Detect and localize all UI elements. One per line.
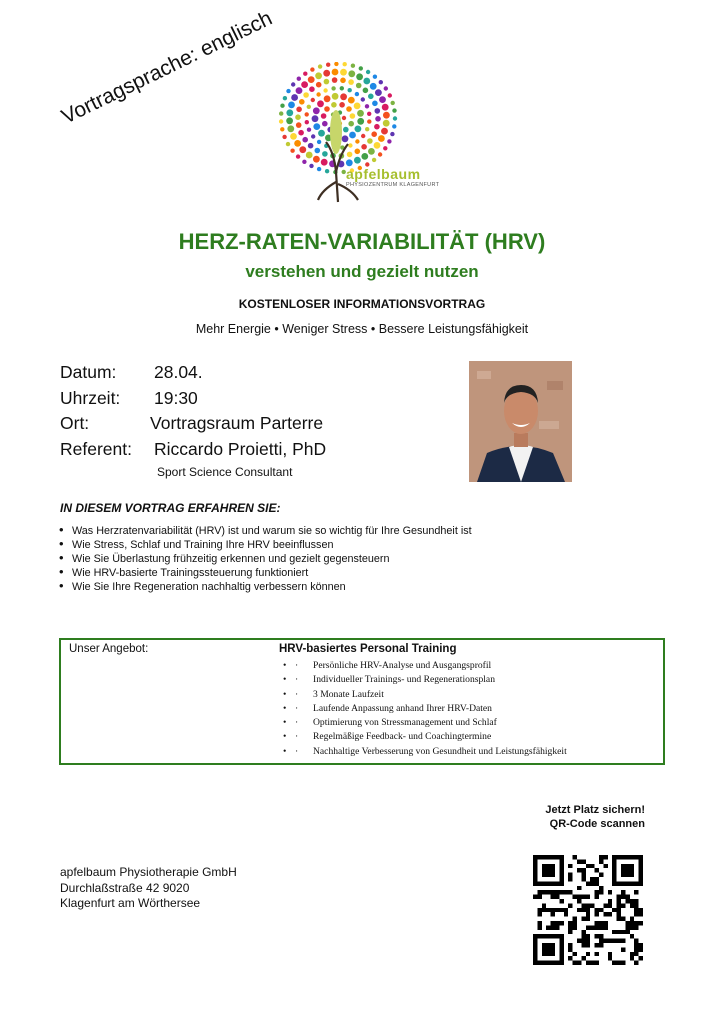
detail-label: Referent:	[60, 439, 132, 459]
company-name: apfelbaum Physiotherapie GmbH	[60, 865, 237, 879]
city: Klagenfurt am Wörthersee	[60, 896, 201, 910]
detail-label: Uhrzeit:	[60, 388, 121, 408]
call-to-action	[545, 803, 645, 831]
offer-label: Unser Angebot:	[69, 643, 149, 655]
list-item: • · Persönliche HRV-Analyse und Ausgangsprofil	[283, 660, 492, 671]
logo-name: apfelbaum	[346, 166, 421, 182]
detail-time	[60, 388, 198, 409]
speaker-portrait	[469, 361, 572, 482]
learn-list	[58, 524, 472, 594]
list-item: • · Individueller Trainings- und Regenerationsplan	[283, 674, 495, 686]
apple-tree-logo-icon	[278, 62, 464, 212]
detail-speaker	[60, 439, 326, 460]
company-address	[60, 865, 237, 912]
logo-subtitle: PHYSIOZENTRUM KLAGENFURT	[346, 182, 440, 188]
detail-value: Vortragsraum Parterre	[150, 413, 324, 433]
detail-value: 19:30	[154, 388, 198, 408]
offer-heading: HRV-basiertes Personal Training	[279, 643, 457, 655]
list-item: • · Laufende Anpassung anhand Ihrer HRV-Daten	[283, 702, 492, 714]
detail-value: Riccardo Proietti, PhD	[154, 439, 327, 459]
list-item: • · Optimierung von Stressmanagement und Schlaf	[283, 717, 497, 729]
detail-location	[60, 413, 323, 434]
detail-label: Ort:	[60, 413, 90, 433]
list-item: • Wie Sie Ihre Regeneration nachhaltig verbessern können	[58, 580, 472, 594]
cta-line: Jetzt Platz sichern!	[545, 804, 645, 816]
list-item: • Wie HRV-basierte Trainingssteuerung funktioniert	[58, 566, 472, 580]
tagline: Mehr Energie • Weniger Stress • Bessere Leistungsfähigkeit	[195, 322, 529, 336]
learn-heading: IN DIESEM VORTRAG ERFAHREN SIE:	[60, 501, 281, 515]
list-item: • Was Herzratenvariabilität (HRV) ist und warum sie so wichtig für Ihre Gesundheit ist	[58, 524, 472, 538]
list-item: • Wie Sie Überlastung frühzeitig erkennen und gezielt gegensteuern	[58, 552, 472, 566]
cta-line: QR-Code scannen	[549, 818, 645, 830]
detail-value: 28.04.	[154, 362, 203, 382]
speaker-role: Sport Science Consultant	[157, 465, 293, 479]
street: Durchlaßstraße 42 9020	[60, 880, 190, 895]
language-note: Vortragsprache: englisch	[58, 6, 276, 129]
offer-list	[283, 659, 567, 759]
event-type: KOSTENLOSER INFORMATIONSVORTRAG	[238, 297, 486, 311]
list-item: • · Nachhaltige Verbesserung von Gesundheit und Leistungsfähigkeit	[283, 745, 567, 757]
list-item: • · 3 Monate Laufzeit	[283, 688, 384, 700]
detail-date	[60, 362, 203, 383]
page-title: HERZ-RATEN-VARIABILITÄT (HRV)	[178, 229, 546, 254]
page-subtitle: verstehen und gezielt nutzen	[245, 262, 479, 281]
qr-code-icon[interactable]	[533, 855, 643, 965]
list-item: • Wie Stress, Schlaf und Training Ihre HRV beeinflussen	[58, 538, 472, 552]
list-item: • · Regelmäßige Feedback- und Coachingtermine	[283, 731, 492, 743]
detail-label: Datum:	[60, 362, 117, 382]
